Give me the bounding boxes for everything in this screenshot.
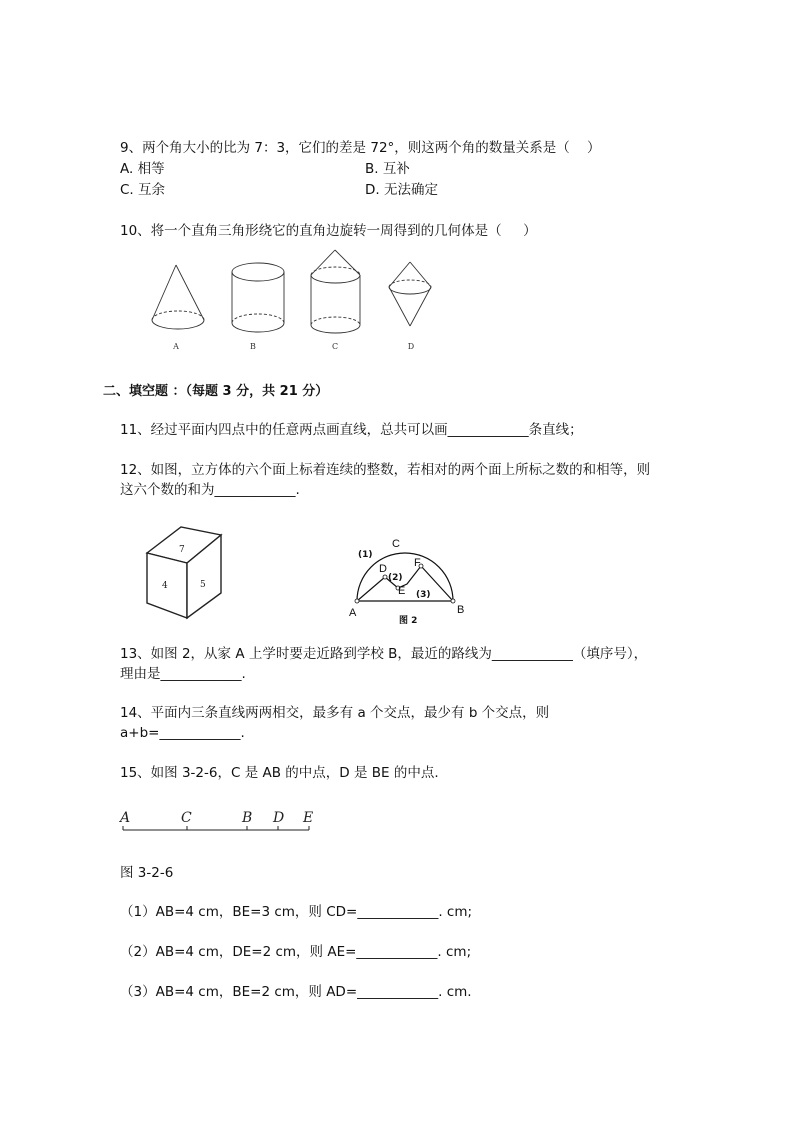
solid-label-c: C bbox=[331, 342, 339, 351]
fig2-point-c: C bbox=[392, 538, 400, 550]
fig2-route-2: (2) bbox=[388, 573, 403, 583]
q14-stem-line1: 14、平面内三条直线两两相交，最多有 a 个交点，最少有 b 个交点，则 bbox=[120, 705, 550, 721]
q14-stem-line2: a+b=____________. bbox=[120, 725, 245, 741]
cube-figure bbox=[135, 515, 245, 625]
segment-label-c: C bbox=[181, 810, 192, 826]
solid-label-a: A bbox=[173, 342, 179, 351]
fig2-point-b: B bbox=[457, 604, 465, 616]
cone-figure bbox=[152, 265, 204, 329]
q11-stem: 11、经过平面内四点中的任意两点画直线，总共可以画____________条直线； bbox=[120, 422, 583, 438]
route-figure bbox=[340, 535, 480, 630]
q15-part-1: （1）AB=4 cm，BE=3 cm，则 CD=____________. cm; bbox=[120, 904, 473, 920]
fig2-point-d: D bbox=[379, 563, 387, 575]
fig2-route-3: (3) bbox=[416, 590, 431, 600]
solid-label-b: B bbox=[250, 342, 256, 351]
q15-stem: 15、如图 3-2-6，C 是 AB 的中点，D 是 BE 的中点. bbox=[120, 765, 439, 781]
cylinder-figure bbox=[232, 263, 284, 332]
segment-label-e: E bbox=[303, 810, 314, 826]
q9-stem: 9、两个角大小的比为 7：3，它们的差是 72°，则这两个角的数量关系是（ ） bbox=[120, 140, 601, 156]
solid-label-d: D bbox=[407, 342, 415, 351]
segment-label-d: D bbox=[273, 810, 285, 826]
q13-stem-line1: 13、如图 2，从家 A 上学时要走近路到学校 B，最近的路线为____________（填序号）， bbox=[120, 646, 648, 662]
double-cone-figure bbox=[389, 262, 431, 326]
segment-label-a: A bbox=[120, 810, 131, 826]
q9-option-a: A. 相等 bbox=[120, 161, 165, 177]
fig2-point-a: A bbox=[349, 607, 357, 619]
cube-face-left: 4 bbox=[162, 581, 168, 591]
segment-label-b: B bbox=[242, 810, 253, 826]
q15-part-2: （2）AB=4 cm，DE=2 cm，则 AE=____________. cm; bbox=[120, 944, 472, 960]
q15-part-3: （3）AB=4 cm，BE=2 cm，则 AD=____________. cm. bbox=[120, 984, 472, 1000]
q13-stem-line2: 理由是____________. bbox=[120, 666, 246, 682]
fig2-caption: 图 2 bbox=[399, 616, 418, 626]
fig2-point-f: F bbox=[414, 557, 421, 569]
q9-option-c: C. 互余 bbox=[120, 182, 166, 198]
cone-cylinder-figure bbox=[311, 250, 360, 333]
q12-stem-line1: 12、如图，立方体的六个面上标着连续的整数，若相对的两个面上所标之数的和相等，则 bbox=[120, 462, 651, 478]
q10-stem: 10、将一个直角三角形绕它的直角边旋转一周得到的几何体是（ ） bbox=[120, 223, 537, 239]
q9-option-b: B. 互补 bbox=[365, 161, 410, 177]
segment-figure bbox=[118, 803, 328, 843]
fig2-route-1: (1) bbox=[358, 550, 373, 560]
segment-caption: 图 3-2-6 bbox=[120, 865, 174, 881]
q10-solids-figure bbox=[140, 245, 440, 360]
cube-face-right: 5 bbox=[200, 580, 206, 590]
q12-stem-line2: 这六个数的和为____________. bbox=[120, 482, 300, 498]
section-heading: 二、填空题 ：（每题 3 分，共 21 分） bbox=[103, 384, 329, 399]
q9-option-d: D. 无法确定 bbox=[365, 182, 438, 198]
cube-face-top: 7 bbox=[179, 545, 185, 555]
fig2-point-e: E bbox=[398, 585, 406, 597]
